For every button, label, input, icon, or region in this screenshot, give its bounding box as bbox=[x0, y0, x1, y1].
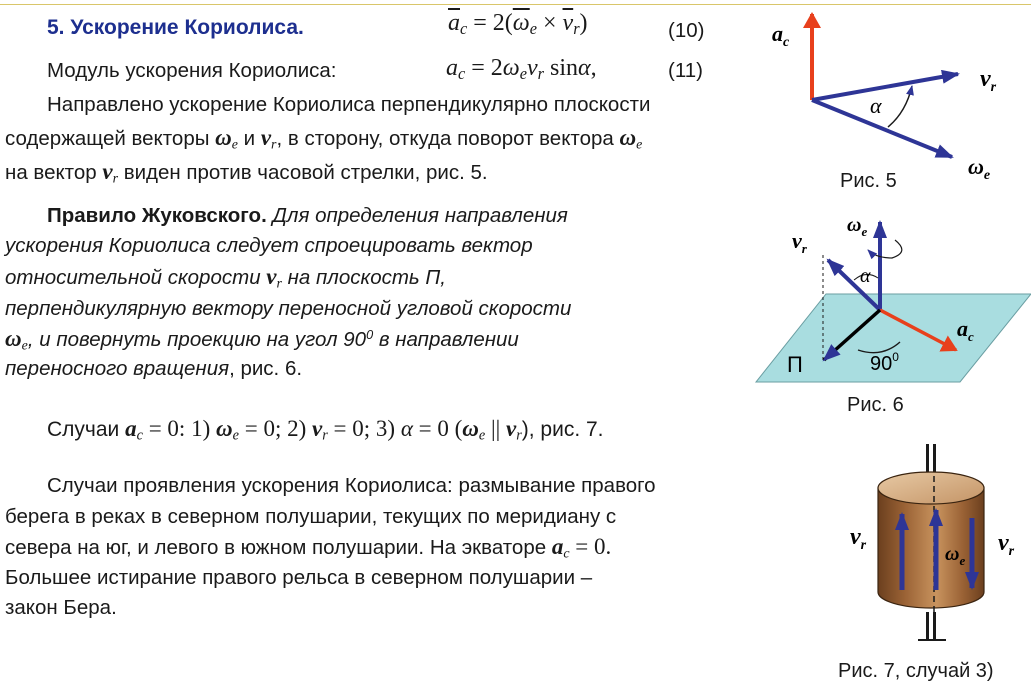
cases-a: a bbox=[125, 416, 137, 441]
zhukovsky-title: Правило Жуковского. bbox=[47, 204, 267, 227]
fig5-alpha-label: α bbox=[870, 93, 882, 118]
formula-11-omega: ω bbox=[502, 55, 520, 81]
direction-l2-omega: ω bbox=[215, 125, 232, 150]
formula-11-eq: = 2 bbox=[465, 55, 503, 81]
fig5-we-label: $\omega_e$ bbox=[968, 154, 991, 183]
cases-omega1: ω bbox=[215, 416, 233, 441]
zhukovsky-l3-v: v bbox=[266, 264, 277, 289]
fig7-vr-left-label: $v_r$ bbox=[850, 524, 867, 553]
fig6-ac-label: $a_c$ bbox=[957, 316, 974, 344]
cases-v2-sub: r bbox=[516, 427, 522, 444]
direction-line-1: Направлено ускорение Кориолиса перпендикулярно плоскости bbox=[47, 93, 651, 116]
manifest-line-1: Случаи проявления ускорения Кориолиса: размывание правого bbox=[47, 474, 656, 497]
formula-10-v: $\overline{v}$ bbox=[562, 10, 574, 36]
cases-v: v bbox=[312, 416, 323, 441]
fig5-we-vector bbox=[812, 100, 952, 157]
formula-10-eq: = 2( bbox=[467, 10, 513, 36]
fig7-axis-bottom-right bbox=[933, 612, 936, 640]
direction-l2-omega2: ω bbox=[619, 125, 637, 150]
formula-11-a: a bbox=[446, 55, 458, 81]
cases-omega2: ω bbox=[462, 416, 479, 441]
cases-v2: v bbox=[505, 416, 517, 441]
formula-10 bbox=[448, 10, 588, 37]
formula-10-omega: $\overline{\omega}$ bbox=[512, 10, 530, 36]
direction-l3-v-sub: r bbox=[112, 171, 118, 187]
figure-6 bbox=[750, 210, 1031, 390]
direction-l2-a: содержащей векторы bbox=[5, 127, 216, 150]
formula-10-number: (10) bbox=[668, 19, 705, 42]
formula-10-omega-sub: e bbox=[529, 19, 537, 39]
zhukovsky-l3-v-sub: r bbox=[276, 276, 282, 292]
fig5-vr-vector bbox=[812, 74, 958, 100]
formula-11-a-sub: c bbox=[458, 64, 466, 84]
cases-t5: || bbox=[485, 416, 506, 441]
direction-l2-b: , в сторону, откуда поворот вектора bbox=[276, 127, 620, 150]
formula-11-sin: sin bbox=[544, 55, 579, 81]
manifest-l3-var: a bbox=[551, 534, 564, 559]
cases-t2: = 0; 2) bbox=[238, 416, 312, 441]
fig6-angle-label: $90^0$ bbox=[870, 350, 899, 375]
fig6-caption: Рис. 6 bbox=[847, 394, 904, 416]
formula-10-close: ) bbox=[579, 10, 588, 36]
manifest-line-3 bbox=[5, 535, 611, 560]
section-heading: 5. Ускорение Кориолиса. bbox=[47, 16, 304, 39]
formula-11-v-sub: r bbox=[537, 64, 545, 84]
fig6-we-label: $\omega_e$ bbox=[847, 214, 868, 239]
fig7-caption: Рис. 7, случай 3) bbox=[838, 660, 994, 682]
cases-t6: ), рис. 7. bbox=[521, 418, 604, 441]
manifest-line-4: Большее истирание правого рельса в северном полушарии – bbox=[5, 566, 593, 589]
formula-11-alpha: α bbox=[578, 55, 591, 81]
fig7-vr-right-label: $v_r$ bbox=[998, 530, 1015, 559]
formula-10-a: $\overline{a}$ bbox=[448, 10, 460, 36]
fig7-cylinder-top bbox=[878, 472, 984, 504]
formula-11-number: (11) bbox=[668, 59, 703, 82]
manifest-line-5: закон Бера. bbox=[5, 596, 117, 619]
formula-10-times: × bbox=[536, 10, 563, 36]
zhukovsky-l3-b: на плоскость П, bbox=[281, 266, 446, 289]
zhukovsky-l5-omega-sub: e bbox=[21, 338, 28, 354]
direction-l2-omega-sub: e bbox=[231, 137, 238, 153]
cases-omega2-sub: e bbox=[478, 427, 486, 444]
formula-11-comma: , bbox=[590, 55, 597, 81]
direction-l2-v-sub: r bbox=[271, 137, 277, 153]
manifest-line-2: берега в реках в северном полушарии, текущих по меридиану с bbox=[5, 505, 617, 528]
direction-l3-b: виден против часовой стрелки, рис. 5. bbox=[118, 161, 488, 184]
zhukovsky-line-5 bbox=[5, 327, 519, 352]
manifest-l3-sub: c bbox=[563, 546, 570, 562]
figure-7 bbox=[838, 440, 1031, 652]
zhukovsky-l1: Для определения направления bbox=[266, 204, 568, 227]
manifest-l3-b: = 0. bbox=[569, 534, 612, 559]
modulus-label: Модуль ускорения Кориолиса: bbox=[47, 59, 337, 82]
formula-10-v-sub: r bbox=[573, 19, 580, 39]
fig6-vr-label: $v_r$ bbox=[792, 228, 807, 256]
zhukovsky-l3-a: относительной скорости bbox=[5, 266, 267, 289]
zhukovsky-line-6 bbox=[5, 357, 302, 381]
zhukovsky-line-4: перпендикулярную вектору переносной угловой скорости bbox=[5, 297, 572, 320]
fig7-cylinder-body bbox=[878, 488, 984, 608]
cases-omega1-sub: e bbox=[232, 427, 239, 444]
fig7-we-label: $\omega_e$ bbox=[945, 543, 966, 568]
zhukovsky-line-3 bbox=[5, 265, 446, 290]
cases-a-sub: c bbox=[136, 427, 143, 444]
direction-l3-v: v bbox=[102, 159, 113, 184]
zhukovsky-line-2: ускорения Кориолиса следует спроецировать вектор bbox=[5, 234, 533, 257]
cases-prefix: Случаи bbox=[47, 418, 126, 441]
cases-alpha: α bbox=[400, 416, 413, 441]
fig6-plane-label: П bbox=[787, 352, 803, 377]
direction-l2-omega2-sub: e bbox=[636, 137, 643, 153]
fig5-caption: Рис. 5 bbox=[840, 170, 897, 192]
zhukovsky-l6-a: переносного вращения bbox=[5, 357, 230, 380]
fig5-angle-arc bbox=[888, 86, 912, 127]
manifest-l3-a: севера на юг, и левого в южном полушарии. На экваторе bbox=[5, 536, 552, 559]
cases-t3: = 0; 3) bbox=[327, 416, 401, 441]
fig7-axis-bottom-left bbox=[926, 612, 929, 640]
direction-l2-and: и bbox=[237, 127, 261, 150]
direction-line-3 bbox=[5, 160, 488, 185]
fig6-alpha-label: α bbox=[860, 265, 871, 287]
direction-l3-a: на вектор bbox=[5, 161, 103, 184]
cases-t1: = 0: 1) bbox=[142, 416, 216, 441]
formula-11-v: v bbox=[527, 55, 538, 81]
zhukovsky-l5-omega: ω bbox=[5, 326, 22, 351]
fig5-vr-label: $v_r$ bbox=[980, 66, 997, 95]
direction-line-2 bbox=[5, 126, 642, 151]
direction-l2-v: v bbox=[260, 125, 272, 150]
zhukovsky-l5-sup: 0 bbox=[366, 327, 374, 343]
formula-10-a-sub: c bbox=[460, 19, 468, 39]
cases-line bbox=[47, 417, 604, 442]
zhukovsky-line-1 bbox=[47, 204, 568, 228]
zhukovsky-l6-b: , рис. 6. bbox=[229, 357, 303, 380]
cases-t4: = 0 ( bbox=[412, 416, 463, 441]
zhukovsky-l5-b: в направлении bbox=[373, 328, 519, 351]
zhukovsky-l5-a: , и повернуть проекцию на угол 90 bbox=[27, 328, 367, 351]
fig6-rotation-arrow bbox=[868, 240, 902, 258]
formula-11 bbox=[446, 55, 597, 82]
fig5-ac-label: $a_c$ bbox=[772, 21, 790, 50]
cases-v-sub: r bbox=[322, 427, 328, 444]
formula-11-omega-sub: e bbox=[519, 64, 527, 84]
